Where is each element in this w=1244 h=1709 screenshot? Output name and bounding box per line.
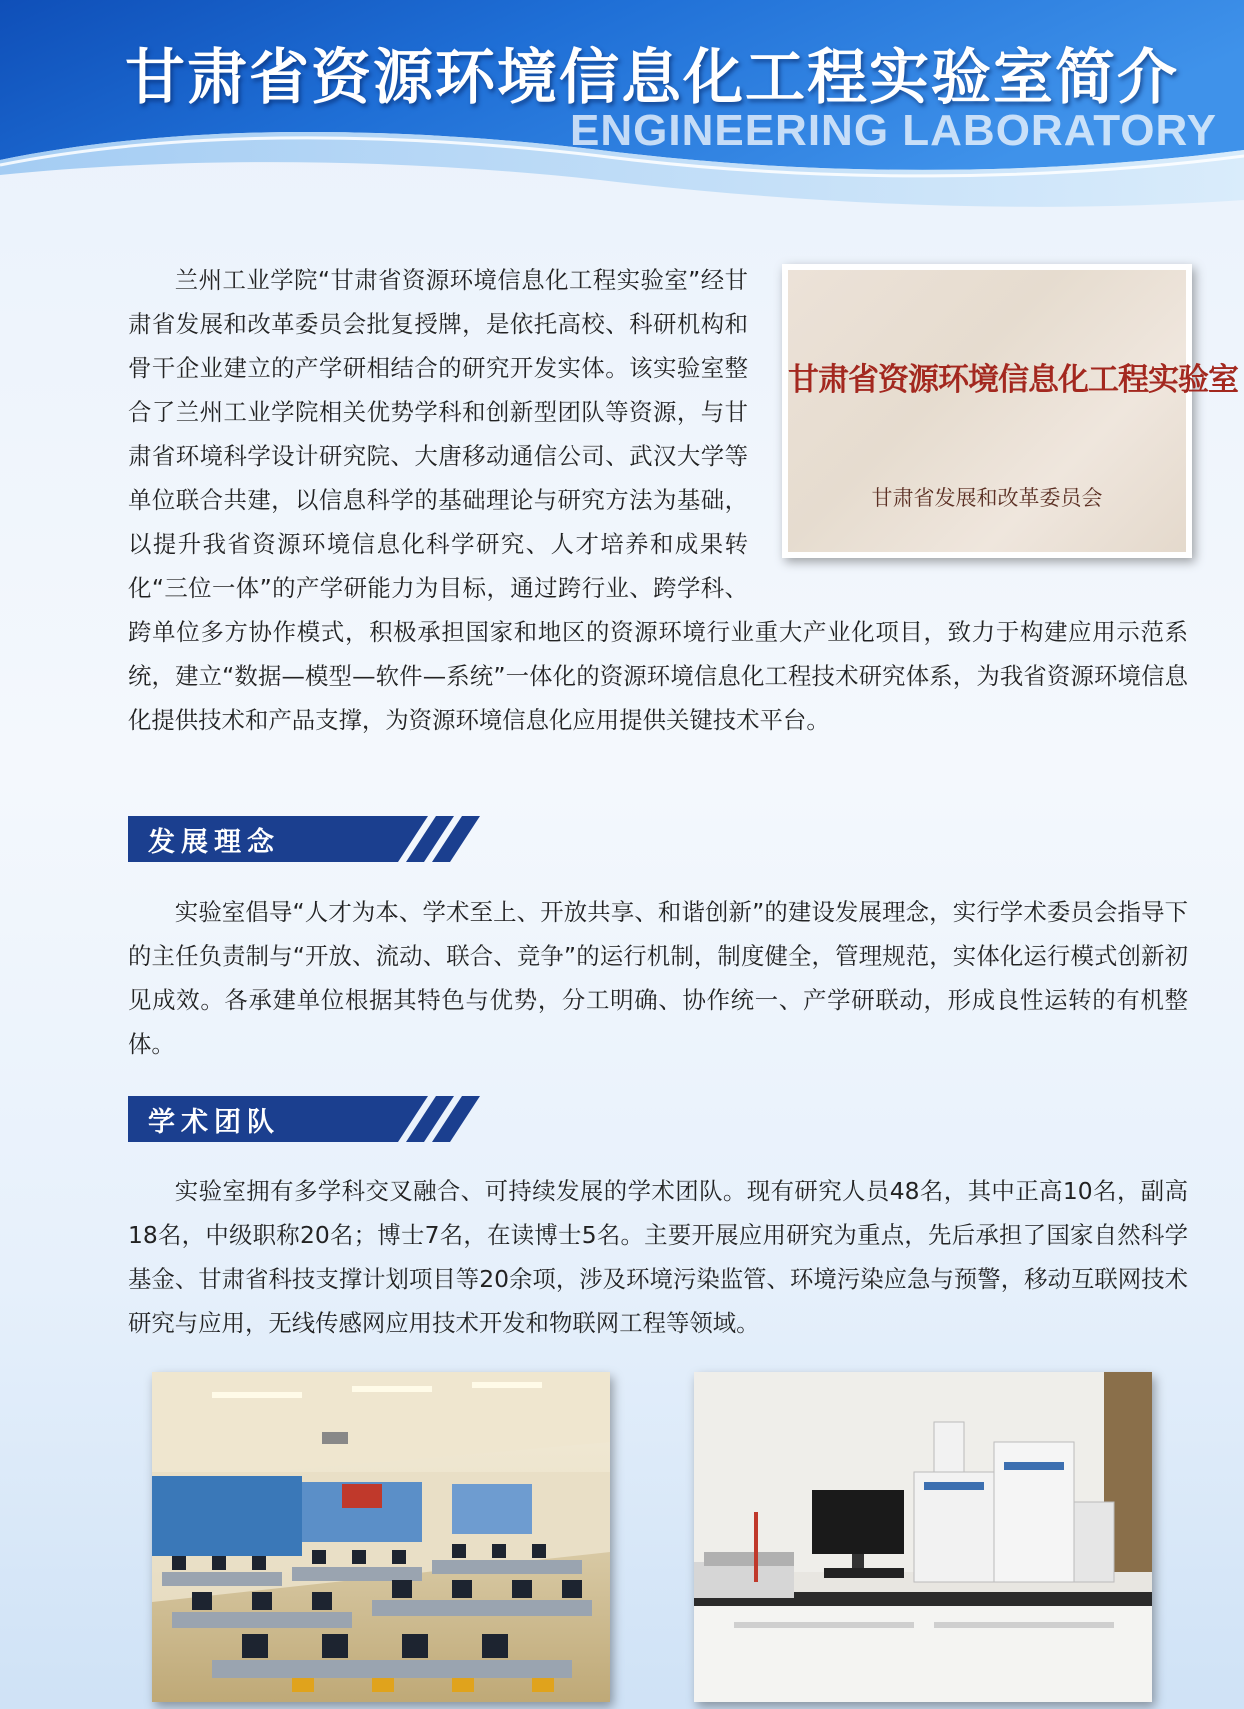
section-header-team	[128, 1096, 488, 1142]
team-paragraph: 实验室拥有多学科交叉融合、可持续发展的学术团队。现有研究人员48名，其中正高10名，副高18名，中级职称20名；博士7名，在读博士5名。主要开展应用研究为重点，先后承担了国家自然科学基金、甘肃省科技支撑计划项目等20余项，涉及环境污染监管、环境污染应急与预警，移动互联网技术研究与应用，无线传感网应用技术开发和物联网工程等领域。	[128, 1177, 1188, 1337]
computer-lab-illustration	[152, 1372, 610, 1702]
page-title: 甘肃省资源环境信息化工程实验室简介	[125, 43, 1179, 113]
plaque-photo	[782, 264, 1238, 558]
plaque-title: 甘肃省资源环境信息化工程实验室	[788, 362, 1238, 398]
intro-text: 兰州工业学院“甘肃省资源环境信息化工程实验室”经甘肃省发展和改革委员会批复授牌，是依托高校、科研机构和骨干企业建立的产学研相结合的研究开发实体。该实验室整合了兰州工业学院相关优势学科和创新型团队等资源，与甘肃省环境科学设计研究院、大唐移动通信公司、武汉大学等单位联合共建，以信息科学的基础理论与研究方法为基础，以提升我省资源环境信息化科学研究、人才培养和成果转化“三位一体”的产学研能力为目标，通过跨行业、跨学科、跨单位多方协作模式，积极承担国家和地区的资源环境行业重大产业化项目，致力于构建应用示范系统，建立“数据—模型—软件—系统”一体化的资源环境信息化工程技术研究体系，为我省资源环境信息化提供技术和产品支撑，为资源环境信息化应用提供关键技术平台。	[128, 266, 1188, 734]
lab-equipment-photo	[694, 1372, 1152, 1702]
header-banner	[0, 0, 1244, 230]
plaque-issuer: 甘肃省发展和改革委员会	[871, 486, 1103, 510]
section-header-development	[128, 816, 488, 862]
section-heading: 发展理念	[148, 827, 280, 858]
section-heading: 学术团队	[148, 1107, 280, 1138]
page-subtitle: ENGINEERING LABORATORY	[570, 106, 1218, 155]
lab-equipment-illustration	[694, 1372, 1152, 1702]
development-paragraph: 实验室倡导“人才为本、学术至上、开放共享、和谐创新”的建设发展理念，实行学术委员会指导下的主任负责制与“开放、流动、联合、竞争”的运行机制，制度健全，管理规范，实体化运行模式创新初见成效。各承建单位根据其特色与优势，分工明确、协作统一、产学研联动，形成良性运转的有机整体。	[128, 898, 1188, 1058]
computer-lab-photo	[152, 1372, 610, 1702]
